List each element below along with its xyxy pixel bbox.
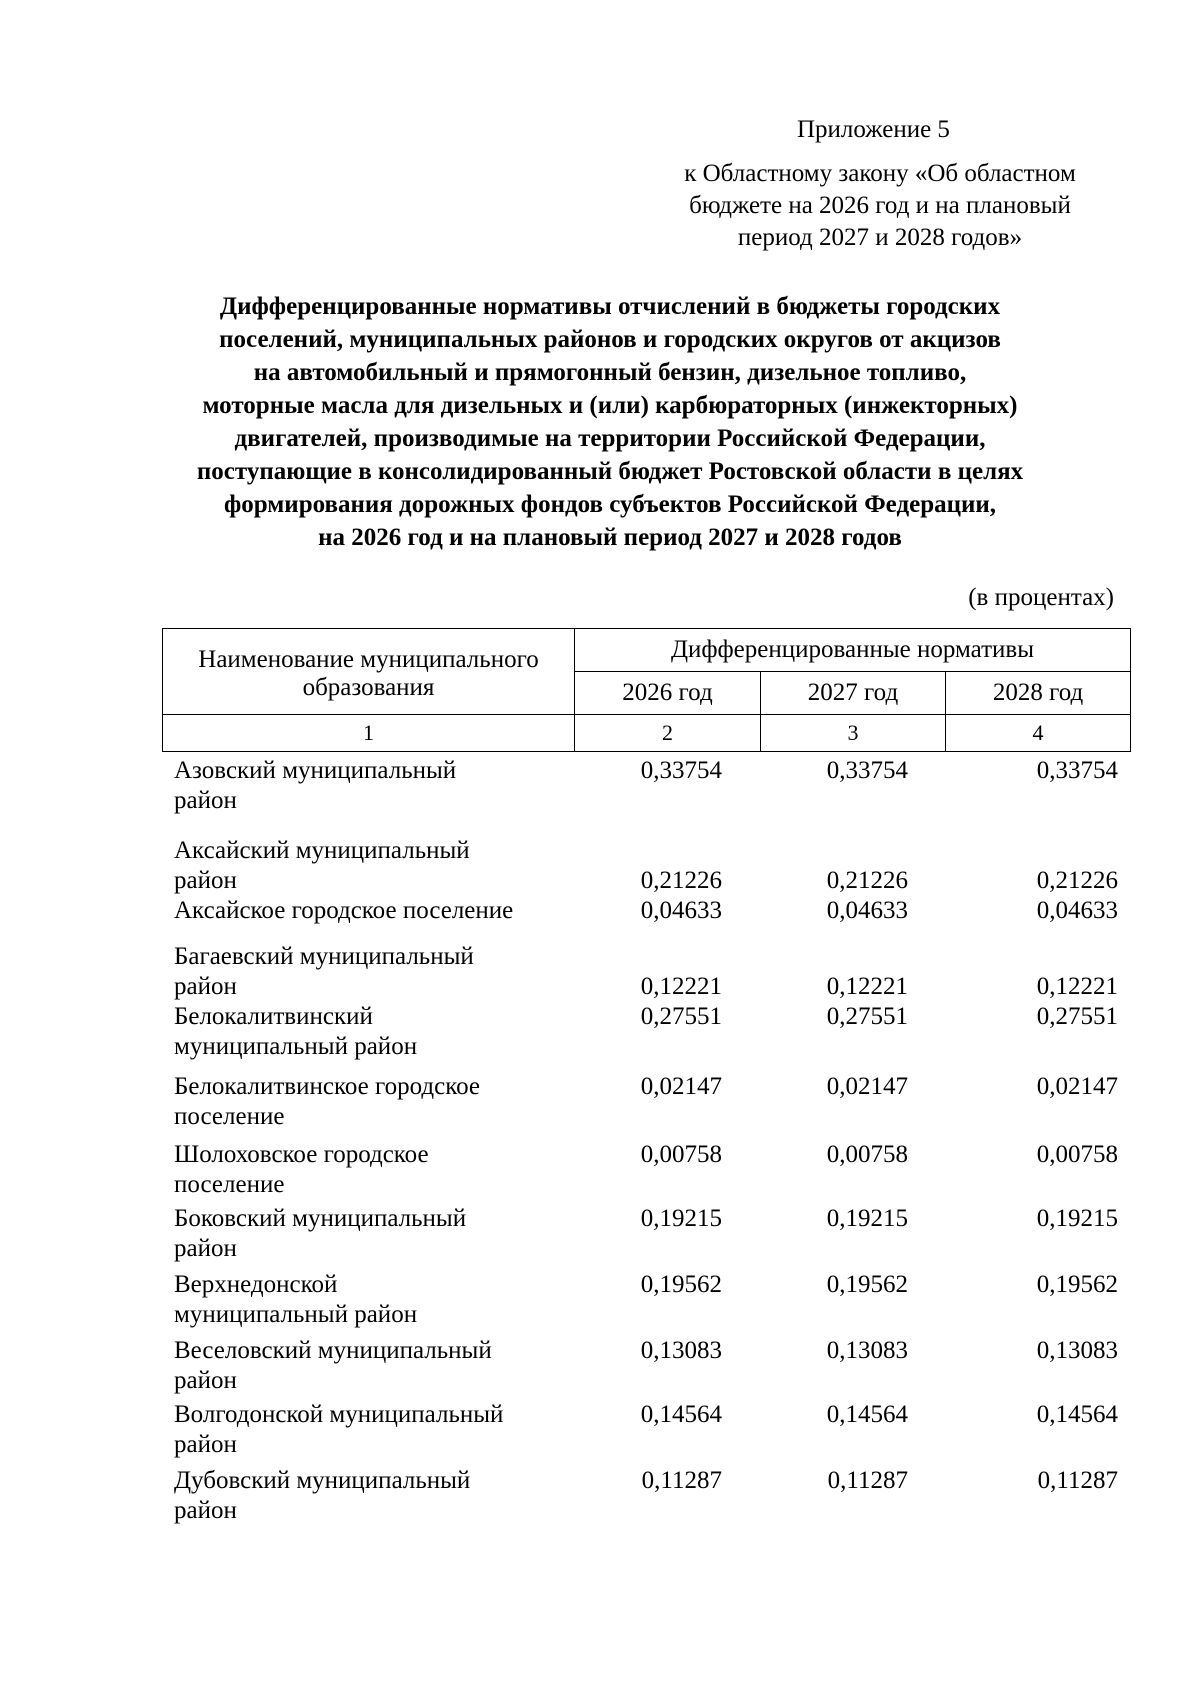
norm-value-2026-год: 0,33754 — [640, 757, 722, 784]
table-row — [162, 756, 1130, 826]
table-row — [162, 932, 1130, 1002]
column-header-name — [163, 629, 575, 715]
column-header-year: 2027 год — [761, 672, 946, 715]
norm-value-2026-год: 0,11287 — [641, 1467, 722, 1494]
norm-value-2026-год: 0,14564 — [640, 1401, 722, 1428]
municipality-name-line: поселение — [174, 1103, 285, 1130]
column-header-name-line: Наименование муниципального — [198, 645, 539, 673]
municipality-name-line: Веселовский муниципальный — [174, 1337, 492, 1364]
municipality-name-line: Багаевский муниципальный — [174, 943, 474, 970]
table-row — [162, 1002, 1130, 1072]
units-note: (в процентах) — [968, 584, 1114, 611]
norm-value-2027-год: 0,33754 — [826, 757, 908, 784]
municipality-name-line: район — [174, 1431, 237, 1458]
heading-line: Дифференцированные нормативы отчислений в бюджеты городских — [219, 293, 1001, 320]
municipality-name-line: муниципальный район — [174, 1301, 418, 1328]
column-header-group: Дифференцированные нормативы — [575, 629, 1131, 672]
norm-value-2026-год: 0,19215 — [640, 1205, 722, 1232]
table-row — [162, 1270, 1130, 1336]
heading-line: поступающие в консолидированный бюджет Ростовской области в целях — [196, 458, 1024, 485]
table-header — [162, 628, 1131, 752]
norm-value-2026-год: 0,19562 — [640, 1271, 722, 1298]
norm-value-2026-год: 0,04633 — [640, 897, 722, 924]
municipality-name-line: Волгодонской муниципальный — [174, 1401, 504, 1428]
table-row — [162, 1140, 1130, 1204]
municipality-name — [162, 1072, 548, 1132]
municipality-name-line: район — [174, 1235, 237, 1262]
municipality-name-line: район — [174, 1367, 237, 1394]
column-number: 1 — [163, 715, 575, 752]
appendix-reference-line: бюджете на 2026 год и на плановый — [689, 192, 1071, 219]
municipality-name-line: Аксайское городское поселение — [174, 897, 514, 924]
municipality-name-line: Верхнедонской — [174, 1271, 338, 1298]
table-row — [162, 1466, 1130, 1532]
column-number: 2 — [575, 715, 761, 752]
norm-value-2028-год: 0,04633 — [1036, 897, 1118, 924]
norm-value-2026-год: 0,13083 — [640, 1337, 722, 1364]
norm-value-2028-год: 0,14564 — [1036, 1401, 1118, 1428]
norm-value-2027-год: 0,11287 — [827, 1467, 908, 1494]
municipality-name — [162, 1336, 548, 1396]
norm-value-2027-год: 0,19215 — [826, 1205, 908, 1232]
heading-line: формирования дорожных фондов субъектов Российской Федерации, — [223, 491, 997, 518]
column-header-name-line: образования — [302, 673, 435, 701]
norm-value-2028-год: 0,19215 — [1036, 1205, 1118, 1232]
municipality-name — [162, 896, 548, 926]
table-body — [162, 756, 1130, 1532]
municipality-name-line: Белокалитвинский — [174, 1003, 373, 1030]
municipality-name-line: Азовский муниципальный — [174, 757, 457, 784]
document-heading — [130, 290, 1090, 554]
municipality-name-line: муниципальный район — [174, 1033, 418, 1060]
table-row — [162, 1336, 1130, 1400]
municipality-name-line: район — [174, 867, 237, 894]
table-row — [162, 1400, 1130, 1466]
municipality-name-line: Шолоховское городское — [174, 1141, 429, 1168]
municipality-name — [162, 756, 548, 816]
municipality-name-line: район — [174, 1497, 237, 1524]
municipality-name-line: район — [174, 787, 237, 814]
table-row — [162, 896, 1130, 932]
municipality-name — [162, 1466, 548, 1526]
norm-value-2028-год: 0,12221 — [1036, 973, 1118, 1000]
heading-line: поселений, муниципальных районов и городских округов от акцизов — [219, 326, 1001, 353]
municipality-name — [162, 1270, 548, 1330]
norm-value-2028-год: 0,21226 — [1036, 867, 1118, 894]
norm-value-2026-год: 0,12221 — [640, 973, 722, 1000]
norm-value-2028-год: 0,13083 — [1036, 1337, 1118, 1364]
municipality-name-line: район — [174, 973, 237, 1000]
municipality-name-line: Аксайский муниципальный — [174, 837, 470, 864]
norm-value-2027-год: 0,02147 — [826, 1073, 908, 1100]
norm-value-2027-год: 0,12221 — [826, 973, 908, 1000]
norm-value-2027-год: 0,00758 — [826, 1141, 908, 1168]
municipality-name — [162, 1204, 548, 1264]
column-header-year: 2028 год — [946, 672, 1131, 715]
appendix-reference-line: к Областному закону «Об областном — [684, 160, 1076, 187]
municipality-name-line: Дубовский муниципальный — [174, 1467, 471, 1494]
norm-value-2027-год: 0,14564 — [826, 1401, 908, 1428]
appendix-title: Приложение 5 — [797, 116, 950, 143]
municipality-name — [162, 1140, 548, 1200]
norm-value-2028-год: 0,02147 — [1036, 1073, 1118, 1100]
norm-value-2028-год: 0,33754 — [1036, 757, 1118, 784]
norm-value-2028-год: 0,00758 — [1036, 1141, 1118, 1168]
norm-value-2027-год: 0,19562 — [826, 1271, 908, 1298]
norm-value-2028-год: 0,27551 — [1036, 1003, 1118, 1030]
municipality-name-line: Боковский муниципальный — [174, 1205, 467, 1232]
appendix-reference — [640, 158, 1120, 254]
norm-value-2028-год: 0,19562 — [1036, 1271, 1118, 1298]
municipality-name — [162, 1400, 548, 1460]
table-row — [162, 1072, 1130, 1140]
column-number: 3 — [761, 715, 946, 752]
municipality-name-line: поселение — [174, 1171, 285, 1198]
norm-value-2027-год: 0,27551 — [826, 1003, 908, 1030]
heading-line: на 2026 год и на плановый период 2027 и 2028 годов — [318, 524, 902, 551]
norm-value-2026-год: 0,21226 — [640, 867, 722, 894]
municipality-name — [162, 942, 548, 1002]
table-row — [162, 826, 1130, 896]
heading-line: на автомобильный и прямогонный бензин, дизельное топливо, — [253, 359, 967, 386]
norm-value-2026-год: 0,02147 — [640, 1073, 722, 1100]
column-header-year: 2026 год — [575, 672, 761, 715]
municipality-name — [162, 1002, 548, 1062]
norm-value-2027-год: 0,13083 — [826, 1337, 908, 1364]
heading-line: моторные масла для дизельных и (или) карбюраторных (инжекторных) — [202, 392, 1018, 419]
municipality-name — [162, 836, 548, 896]
heading-line: двигателей, производимые на территории Российской Федерации, — [234, 425, 986, 452]
norm-value-2026-год: 0,00758 — [640, 1141, 722, 1168]
norm-value-2026-год: 0,27551 — [640, 1003, 722, 1030]
norm-value-2027-год: 0,21226 — [826, 867, 908, 894]
appendix-reference-line: период 2027 и 2028 годов» — [737, 224, 1023, 251]
column-number: 4 — [946, 715, 1131, 752]
municipality-name-line: Белокалитвинское городское — [174, 1073, 480, 1100]
norm-value-2028-год: 0,11287 — [1037, 1467, 1118, 1494]
norm-value-2027-год: 0,04633 — [826, 897, 908, 924]
table-row — [162, 1204, 1130, 1270]
